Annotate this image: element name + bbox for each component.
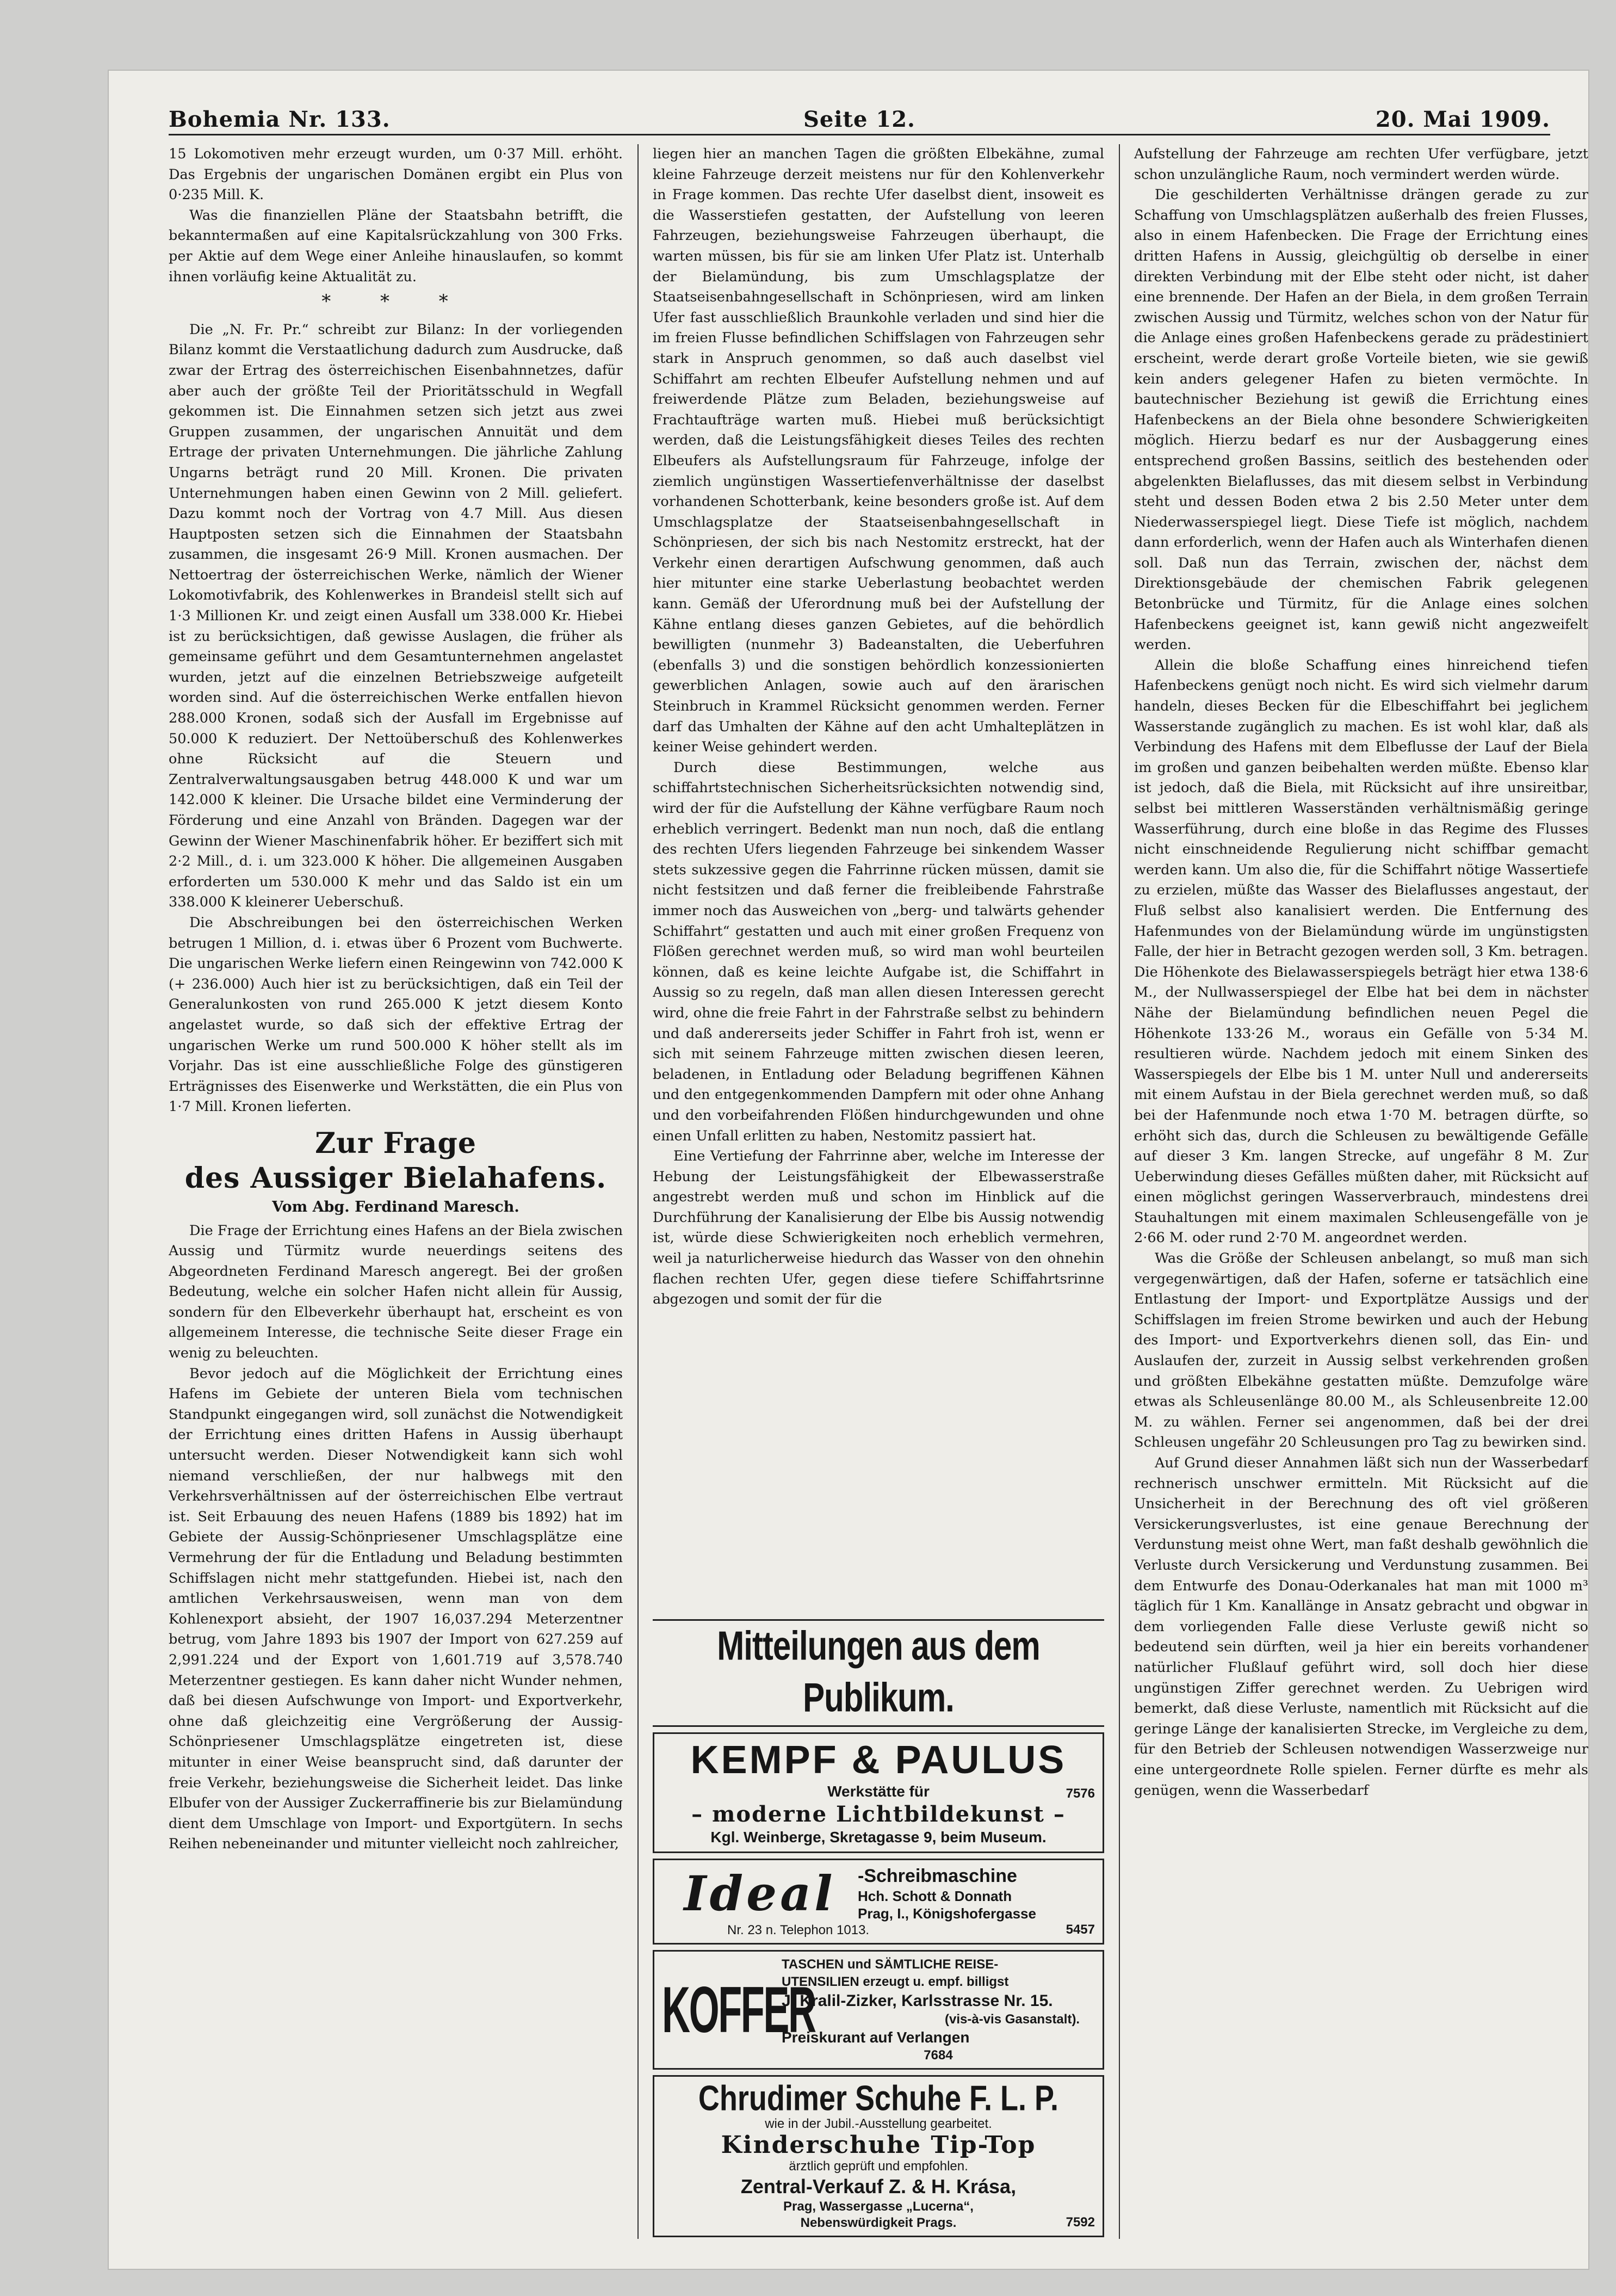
ad-ideal (653, 1859, 1104, 1945)
ad-text: – moderne Lichtbildekunst – (691, 1801, 1066, 1827)
ad-kempf-paulus (653, 1732, 1104, 1853)
paragraph: Bevor jedoch auf die Möglichkeit der Errichtung eines Hafens im Gebiete der unteren Biela vom technischen Standpunkt eingegangen wird, soll zunächst die Notwendigkeit der Errichtung eines dritten Hafens in Aussig überhaupt untersucht werden. Dieser Notwendigkeit kann sich wohl niemand verschließen, der nur halbwegs mit den Verkehrsverhältnissen auf der österreichischen Elbe vertraut ist. Seit Erbauung des neuen Hafens (1889 bis 1892) hat im Gebiete der Aussig-Schönpriesener Umschlagsplätze eine Vermehrung der für die Entladung und Beladung bestimmten Schiffslagen nicht mehr stattgefunden. Hiebei ist, nach den amtlichen Verkehrsausweisen, wenn man von dem Kohlenexport absieht, der 1907 16,037.294 Meterzentner betrug, vom Jahre 1893 bis 1907 der Import von 627.259 auf 2,991.224 und der Export von 1,601.719 auf 3,578.740 Meterzentner gestiegen. Es kann daher nicht Wunder nehmen, daß bei diesen Aufschwunge von Import- und Exportverkehr, ohne daß gleichzeitig eine Vergrößerung der Aussig-Schönpriesener Umschlagsplätze eingetreten ist, diese mitunter in einer Weise beansprucht sind, daß darunter der freie Verkehr, beziehungsweise die Sicherheit leidet. Das linke Elbufer von der Aussiger Zuckerraffinerie bis zur Bielamündung dient dem Umschlage von Import- und Exportgütern. In sechs Reihen nebeneinander und mitunter vielleicht noch zahlreicher, (169, 1365, 623, 1853)
header-issue: Bohemia Nr. 133. (169, 107, 391, 132)
article-title-line: Zur Frage (315, 1126, 476, 1160)
paragraph: Durch diese Bestimmungen, welche aus schiffahrtstechnischen Sicherheitsrücksichten notwendig sind, wird der für die Aufstellung der Kähne verfügbare Raum noch erheblich verringert. Bedenkt man nun noch, daß die entlang des rechten Ufers liegenden Fahrzeuge bei sinkendem Wasser stets sukzessive gegen die Fahrrinne rücken müssen, damit sie nicht festsitzen und daß ferner die freibleibende Fahrstraße immer noch das Ausweichen von „berg- und talwärts gehender Schiffahrt“ gestatten und auch mit einer großen Frequenz von Flößen gerechnet werden muß, so wird man wohl beurteilen können, daß es keine leichte Aufgabe ist, die Schiffahrt in Aussig so zu regeln, daß man allen diesen Interessen gerecht wird, ohne die freie Fahrt in der Fahrstraße selbst zu behindern und daß andererseits jeder Schiffer in Fahrt froh ist, wenn er sich mit seinem Fahrzeuge mitten zwischen diesen leeren, beladenen, in Entladung oder Beladung begriffenen Kähnen und den entgegenkommenden Dampfern mit oder ohne Anhang und den vorbeifahrenden Flößen hindurchgewunden und ohne einen Unfall erlitten zu haben, Nestomitz passiert hat. (653, 759, 1104, 1144)
paragraph: Eine Vertiefung der Fahrrinne aber, welche im Interesse der Hebung der Leistungsfähigkeit der Elbewasserstraße angestrebt werden muß und schon im Hinblick auf die Durchführung der Kanalisierung der Elbe bis Aussig notwendig ist, würde diese Schwierigkeiten noch erheblich vermehren, weil ja naturlicherweise hiedurch das Wasser von den ohnehin flachen rechten Ufer, gegen diese tiefere Schiffahrtsrinne abgezogen und somit der für die (653, 1148, 1104, 1308)
ad-number: 7576 (1066, 1786, 1095, 1801)
paragraph: Was die Größe der Schleusen anbelangt, so muß man sich vergegenwärtigen, daß der Hafen, soferne er tatsächlich eine Entlastung der Import- und Exportplätze Aussigs und der Schiffslagen im freien Strome bewirken und auch der Hebung des Import- und Exportverkehrs dienen soll, das Ein- und Auslaufen der, zurzeit in Aussig selbst verkehrenden großen und größten Elbekähne gestatten müßte. Demzufolge wäre etwas als Schleusenlänge 80.00 M., als Schleusenbreite 12.00 M. zu wählen. Ferner sei angenommen, daß bei der drei Schleusen ungefähr 20 Schleusungen pro Tag zu bewirken sind. (1134, 1250, 1588, 1451)
column-1 (169, 144, 623, 2239)
ad-text: TASCHEN und SÄMTLICHE REISE- (782, 1957, 999, 1972)
ad-text: wie in der Jubil.-Ausstellung gearbeitet. (765, 2116, 992, 2131)
ad-text: Nebenswürdigkeit Prags. (800, 2215, 957, 2230)
paragraph: Allein die bloße Schaffung eines hinreichend tiefen Hafenbeckens genügt noch nicht. Es wird sich vielmehr darum handeln, dieses Becken für die Elbeschiffahrt bei jeglichem Wasserstande zugänglich zu machen. Es ist wohl klar, daß als Verbindung des Hafens mit dem Elbeflusse der Lauf der Biela im großen und ganzen beibehalten werden müßte. Ebenso klar ist jedoch, daß die Biela, mit Rücksicht auf ihre unsireitbar, selbst bei mittleren Wasserständen verhältnismäßig geringe Wasserführung, durch eine bloße in das Regime des Flusses nicht einschneidende Regulierung nicht schiffbar gemacht werden kann. Um also die, für die Schiffahrt nötige Wassertiefe zu erzielen, müßte das Wasser des Bielaflusses angestaut, der Fluß selbst also kanalisiert werden. Die Entfernung des Hafenmundes von der Bielamündung würde im ungünstigsten Falle, der hier in Betracht gezogen werden soll, 3 Km. betragen. Die Höhenkote des Bielawasserspiegels beträgt hier etwa 138·6 M., der Nullwasserspiegel der Elbe hat bei dem in nächster Nähe der Bielamündung befindlichen neuen Pegel die Höhenkote 133·26 M., woraus ein Gefälle von 5·34 M. resultieren würde. Nachdem jedoch mit einem Sinken des Wasserspiegels der Elbe bis 1 M. unter Null und andererseits mit einem Aufstau in der Biela gerechnet werden muß, so daß bei der Hafenmunde noch etwa 1·70 M. betragen dürfte, so erhöht sich das, durch die Schleusen zu bewältigende Gefälle auf dieser 3 Km. langen Strecke, auf ungefähr 8 M. Zur Ueberwindung dieses Gefälles müßten daher, mit Rücksicht auf einen möglichst geringen Wasserverbrauch, mindestens drei Stauhaltungen mit einem maximalen Schleusengefälle von je 2·66 M. oder rund 2·70 M. angeordnet werden. (1134, 657, 1588, 1246)
paragraph: Was die finanziellen Pläne der Staatsbahn betrifft, die bekanntermaßen auf eine Kapitalsrückzahlung von 300 Frks. per Aktie auf dem Wege einer Anleihe hinauslaufen, so kommt ihnen vorläufig keine Aktualität zu. (169, 207, 623, 285)
header-rule (169, 134, 1550, 135)
paragraph: Die „N. Fr. Pr.“ schreibt zur Bilanz: In der vorliegenden Bilanz kommt die Verstaatlichung dadurch zum Ausdrucke, daß zwar der Ertrag des österreichischen Eisenbahnnetzes, dafür aber auch der größte Teil der Prioritätsschuld in Wegfall gekommen ist. Die Einnahmen setzen sich jetzt aus zwei Gruppen zusammen, der ungarischen Annuität und dem Ertrage der privaten Unternehmungen. Die jährliche Zahlung Ungarns beträgt rund 20 Mill. Kronen. Die privaten Unternehmungen haben einen Gewinn von 2 Mill. geliefert. Dazu kommt noch der Vortrag von 4.7 Mill. Aus diesen Hauptposten setzen sich die Einnahmen der Staatsbahn zusammen, die insgesamt 26·9 Mill. Kronen ausmachen. Der Nettoertrag der österreichischen Werke, nämlich der Wiener Lokomotivfabrik, des Kohlenwerkes in Brandeisl stellt sich auf 1·3 Millionen Kr. und zeigt einen Ausfall um 338.000 Kr. Hiebei ist zu berücksichtigen, daß gewisse Auslagen, die früher als gemeinsame geführt und dem Gesamtunternehmen angelastet wurden, jetzt auf die einzelnen Betriebszweige aufgeteilt worden sind. Auf die österreichischen Werke entfallen hievon 288.000 Kronen, sodaß sich der Ausfall im Ergebnisse auf 50.000 K reduziert. Der Nettoüberschuß des Kohlenwerkes ohne Rücksicht auf die Steuern und Zentralverwaltungsausgaben betrug 448.000 K und war um 142.000 K kleiner. Die Ursache bildet eine Verminderung der Förderung und eine Anzahl von Bränden. Dagegen war der Gewinn der Wiener Maschinenfabrik höher. Er beziffert sich mit 2·2 Mill., d. i. um 323.000 K höher. Die allgemeinen Ausgaben erforderten um 530.000 K mehr und das Saldo ist ein um 338.000 K kleinerer Ueberschuß. (169, 321, 623, 911)
ad-number: 7684 (924, 2048, 953, 2063)
ad-koffer (653, 1950, 1104, 2070)
ad-text: Nr. 23 n. Telephon 1013. (727, 1923, 870, 1937)
paragraph: 15 Lokomotiven mehr erzeugt wurden, um 0·37 Mill. erhöht. Das Ergebnis der ungarischen Domänen ergibt ein Plus von 0·235 Mill. K. (169, 146, 623, 203)
article-byline: Vom Abg. Ferdinand Maresch. (272, 1198, 519, 1215)
paragraph: Aufstellung der Fahrzeuge am rechten Ufer verfügbare, jetzt schon unzulängliche Raum, noch vermindert werden würde. (1134, 146, 1588, 183)
advertisement-section (653, 1616, 1104, 2243)
ad-text: Zentral-Verkauf Z. & H. Krása, (740, 2175, 1017, 2198)
ad-text: J. Kralil-Zizker, Karlsstrasse Nr. 15. (782, 1992, 1053, 2010)
article-title-line: des Aussiger Bielahafens. (184, 1161, 607, 1195)
article-title (169, 1126, 623, 1196)
ad-title: KEMPF & PAULUS (690, 1738, 1067, 1782)
ad-separator (653, 1725, 1104, 1727)
ad-number: 7592 (1066, 2215, 1095, 2230)
ad-text: -Schreibmaschine (858, 1866, 1017, 1886)
ad-number: 5457 (1066, 1922, 1095, 1937)
ideal-logo: Ideal (684, 1865, 836, 1922)
column-divider (1119, 144, 1120, 2239)
column-3 (1134, 144, 1588, 2239)
page-header (169, 90, 1550, 134)
ad-text: (vis-à-vis Gasanstalt). (945, 2012, 1080, 2027)
ad-text: Kgl. Weinberge, Skretagasse 9, beim Museum. (710, 1829, 1047, 1846)
paragraph: liegen hier an manchen Tagen die größten Elbekähne, zumal kleine Fahrzeuge derzeit meistens nur für den Kohlenverkehr in Frage kommen. Das rechte Ufer daselbst dient, insoweit es die Wasserstiefen gestatten, der Aufstellung von leeren Fahrzeugen, beziehungsweise Fahrzeugen überhaupt, die warten müssen, bis für sie am linken Ufer Platz ist. Unterhalb der Bielamündung, bis zum Umschlagsplatze der Staatseisenbahngesellschaft in Schönpriesen, wird am linken Ufer fast ausschließlich Braunkohle verladen und sind hier die im freien Flusse befindlichen Schiffslagen von Fahrzeugen sehr stark in Anspruch genommen, so daß auch daselbst viel Schiffahrt am rechten Elbeufer Aufstellung nehmen und auf freiwerdende Plätze zum Beladen, beziehungsweise auf Frachtaufträge warten muß. Hiebei muß berücksichtigt werden, daß die Leistungsfähigkeit dieses Teiles des rechten Elbeufers als Aufstellungsraum für Fahrzeuge, infolge der ziemlich ungünstigen Wassertiefenverhältnisse der daselbst vorhandenen Schotterbank, keine besonders große ist. Auf dem Umschlagsplatze der Staatseisenbahngesellschaft in Schönpriesen, der sich bis nach Nestomitz erstreckt, hat der Verkehr einen derartigen Aufschwung genommen, daß auch hier mitunter eine starke Ueberlastung beobachtet werden kann. Gemäß der Uferordnung muß bei der Aufstellung der Kähne entlang dieses ganzen Gebietes, auf die behördlich bewilligten (nunmehr 3) Badeanstalten, die Ueberfuhren (ebenfalls 3) und die sonstigen behördlich konzessionierten gewerblichen Anlagen, sowie auch auf den ärarischen Steinbruch in Krammel Rücksicht genommen werden. Ferner darf das Umhalten der Kähne auf den acht Umhalteplätzen in keiner Weise gehindert werden. (653, 146, 1104, 756)
ad-text: Hch. Schott & Donnath (858, 1888, 1012, 1904)
column-divider (637, 144, 639, 2239)
ad-text: UTENSILIEN erzeugt u. empf. billigst (782, 1974, 1009, 1989)
ad-chrudimer (653, 2075, 1104, 2237)
ad-title: Chrudimer Schuhe F. L. P. (698, 2079, 1059, 2118)
header-page-number: Seite 12. (803, 107, 915, 132)
column-2 (653, 144, 1104, 1493)
ad-text: Werkstätte für (827, 1783, 930, 1800)
paragraph: Die Abschreibungen bei den österreichischen Werken betrugen 1 Million, d. i. etwas über 6 Prozent vom Buchwerte. Die ungarischen Werke liefern einen Reingewinn von 742.000 K (+ 236.000) Auch hier ist zu berücksichtigen, daß ein Teil der Generalunkosten von rund 265.000 K jetzt diesem Konto angelastet wurde, so daß sich der effektive Ertrag der ungarischen Werke um rund 500.000 K höher stellt als im Vorjahr. Das ist eine ausschließliche Folge des günstigeren Erträgnisses des Eisenwerke und Werkstätten, die ein Plus von 1·7 Mill. Kronen lieferten. (169, 914, 623, 1115)
ad-text: ärztlich geprüft und empfohlen. (789, 2159, 968, 2174)
ad-text: Prag, I., Königshofergasse (858, 1905, 1036, 1922)
paragraph: Die geschilderten Verhältnisse drängen gerade zu zur Schaffung von Umschlagsplätzen außerhalb des freien Flusses, also in einem Hafenbecken. Die Frage der Errichtung eines dritten Hafens in Aussig, gleichgültig ob derselbe in einer direkten Verbindung mit der Elbe steht oder nicht, ist daher eine brennende. Der Hafen an der Biela, in dem großen Terrain zwischen Aussig und Türmitz, welches schon von der Natur für die Anlage eines großen Hafenbeckens gerade zu prädestiniert erscheint, werde derart große Vorteile bieten, wie sie gewiß kein anders gelegener Hafen zu bieten vermöchte. In bautechnischer Beziehung ist gewiß die Errichtung eines Hafenbeckens an der Biela ohne besondere Schwierigkeiten möglich. Hierzu bedarf es nur der Ausbaggerung eines entsprechend großen Bassins, seitlich des bestehenden oder abgelenkten Bielaflusses, das mit diesem selbst in Verbindung steht und dessen Boden etwa 2 bis 2.50 Meter unter dem Niederwasserspiegel liegt. Diese Tiefe ist möglich, nachdem dann erforderlich, wenn der Hafen auch als Winterhafen dienen soll. Daß nun das Terrain, zwischen der, nächst dem Direktionsgebäude der chemischen Fabrik gelegenen Betonbrücke und Türmitz, für die Anlage eines solchen Hafenbeckens geeignet ist, kann gewiß nicht angezweifelt werden. (1134, 187, 1588, 653)
newspaper-page (109, 71, 1588, 2269)
section-separator: * * * (321, 291, 470, 313)
koffer-logo: KOFFER (662, 1973, 815, 2046)
ad-section-heading: Mitteilungen aus dem Publikum. (717, 1623, 1040, 1720)
paragraph: Die Frage der Errichtung eines Hafens an der Biela zwischen Aussig und Türmitz wurde neuerdings seitens des Abgeordneten Ferdinand Maresch angeregt. Bei der großen Bedeutung, welche ein solcher Hafen nicht allein für Aussig, sondern für den Elbeverkehr überhaupt hat, erscheint es von allgemeinem Interesse, die technische Seite dieser Frage ein wenig zu beleuchten. (169, 1222, 623, 1362)
ad-text: Prag, Wassergasse „Lucerna“, (783, 2199, 974, 2214)
paragraph: Auf Grund dieser Annahmen läßt sich nun der Wasserbedarf rechnerisch unschwer ermitteln. Mit Rücksicht auf die Unsicherheit in der Berechnung des oft viel größeren Versickerungsverlustes, ist eine genaue Berechnung der Verdunstung meist ohne Wert, man faßt deshalb gewöhnlich die Verluste durch Versickerung und Verdunstung zusammen. Bei dem Entwurfe des Donau-Oderkanales hat man mit 1000 m³ täglich für 1 Km. Kanallänge in Ansatz gebracht und obgwar in dem vorliegenden Falle diese Verluste gewiß nicht so bedeutend sein dürften, weil ja hier ein bereits vorhandener natürlicher Flußlauf geführt wird, soll doch hier diese ungünstigen Ziffer gerechnet werden. Zu Uebrigen wird bemerkt, daß diese Verluste, namentlich mit Rücksicht auf die geringe Länge der kanalisierten Strecke, im Vergleiche zu dem, für den Betrieb der Schleusen notwendigen Wasserzweige nur eine untergeordnete Rolle spielen. Ferner dürfte es mehr als genügen, wenn die Wasserbedarf (1134, 1455, 1588, 1799)
header-date: 20. Mai 1909. (1375, 107, 1550, 132)
ad-text: Preiskurant auf Verlangen (782, 2029, 970, 2046)
ad-text: Kinderschuhe Tip-Top (721, 2131, 1036, 2159)
